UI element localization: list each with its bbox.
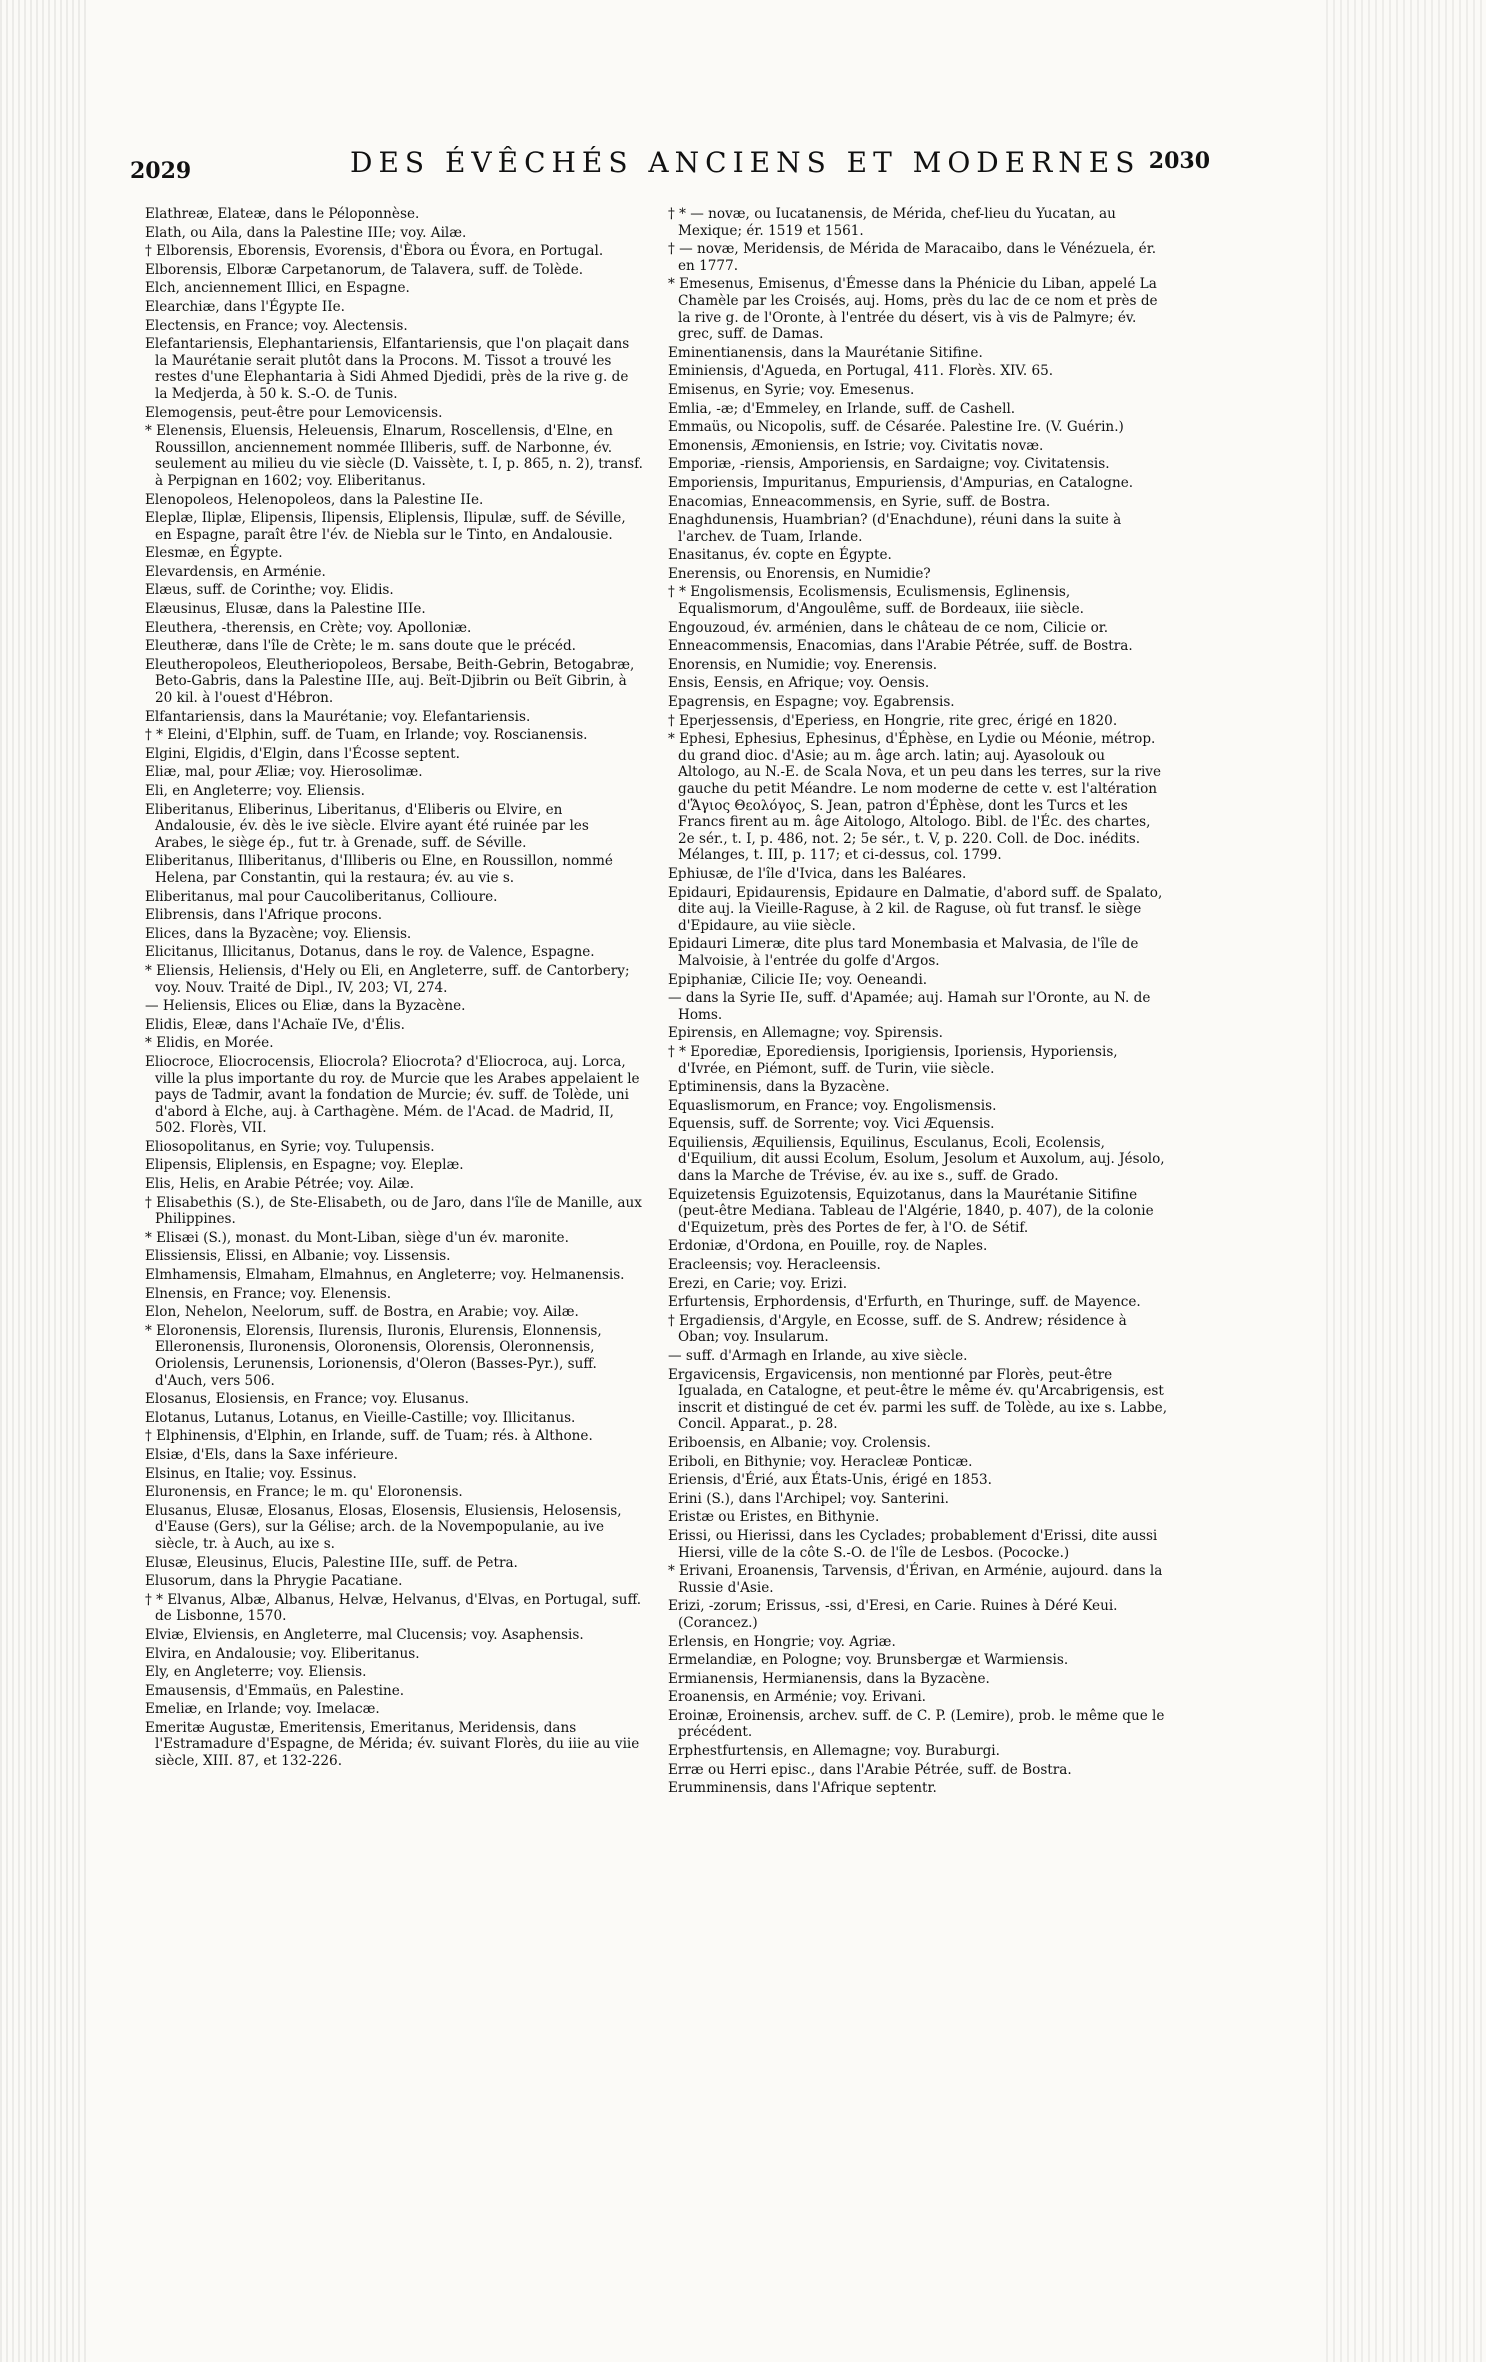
dictionary-entry: † Ergadiensis, d'Argyle, en Ecosse, suff. de S. Andrew; résidence à Oban; voy. Insularum. xyxy=(668,1312,1127,1346)
dictionary-entry: Eliæ, mal, pour Æliæ; voy. Hierosolimæ. xyxy=(145,764,423,781)
dictionary-entry: Elis, Helis, en Arabie Pétrée; voy. Ailæ. xyxy=(145,1176,414,1193)
dictionary-entry: † Elphinensis, d'Elphin, en Irlande, suff. de Tuam; rés. à Althone. xyxy=(145,1428,593,1445)
dictionary-entry: Elath, ou Aila, dans la Palestine IIIe; voy. Ailæ. xyxy=(145,224,467,241)
dictionary-entry: Equaslismorum, en France; voy. Engolismensis. xyxy=(668,1097,997,1114)
dictionary-entry: † Elborensis, Eborensis, Evorensis, d'Èbora ou Évora, en Portugal. xyxy=(145,243,604,260)
dictionary-entry: Ermianensis, Hermianensis, dans la Byzacène. xyxy=(668,1670,990,1687)
dictionary-entry: † Elisabethis (S.), de Ste-Elisabeth, ou de Jaro, dans l'île de Manille, aux Philippines. xyxy=(145,1194,642,1228)
dictionary-entry: Eli, en Angleterre; voy. Eliensis. xyxy=(145,783,365,799)
dictionary-entry: † * Elvanus, Albæ, Albanus, Helvæ, Helvanus, d'Elvas, en Portugal, suff. de Lisbonne, 1570. xyxy=(145,1591,642,1625)
dictionary-entry: Eminiensis, d'Agueda, en Portugal, 411. Florès. XIV. 65. xyxy=(668,363,1054,380)
dictionary-entry: Erphestfurtensis, en Allemagne; voy. Buraburgi. xyxy=(668,1743,1000,1760)
dictionary-entry: Elesmæ, en Égypte. xyxy=(145,545,283,562)
dictionary-entry: Elices, dans la Byzacène; voy. Eliensis. xyxy=(145,925,412,942)
dictionary-entry: Eracleensis; voy. Heracleensis. xyxy=(668,1257,881,1274)
dictionary-entry: Ely, en Angleterre; voy. Eliensis. xyxy=(145,1664,367,1681)
dictionary-entry: † Eperjessensis, d'Eperiess, en Hongrie, rite grec, érigé en 1820. xyxy=(668,712,1118,729)
dictionary-entry: Eleutheræ, dans l'île de Crète; le m. sans doute que le précéd. xyxy=(145,638,576,655)
dictionary-entry: Elmhamensis, Elmaham, Elmahnus, en Angleterre; voy. Helmanensis. xyxy=(145,1267,625,1284)
dictionary-entry: Equiliensis, Æquiliensis, Equilinus, Esculanus, Ecoli, Ecolensis, d'Equilium, dit aussi Ecolum, Esolum, Jesolum et Auxolum, auj. Jésolo, dans la Marche de Trévise, év. au ixe s., suff. de Grado. xyxy=(668,1134,1165,1185)
dictionary-entry: Erdoniæ, d'Ordona, en Pouille, roy. de Naples. xyxy=(668,1238,988,1255)
dictionary-entry: Emisenus, en Syrie; voy. Emesenus. xyxy=(668,381,915,398)
dictionary-entry: Emporiæ, -riensis, Amporiensis, en Sardaigne; voy. Civitatensis. xyxy=(668,456,1110,473)
dictionary-entry: Elsiæ, d'Els, dans la Saxe inférieure. xyxy=(145,1446,399,1463)
dictionary-entry: Ermelandiæ, en Pologne; voy. Brunsbergæ et Warmiensis. xyxy=(668,1652,1069,1669)
dictionary-entry: Elevardensis, en Arménie. xyxy=(145,563,326,580)
dictionary-entry: Epidauri, Epidaurensis, Epidaure en Dalmatie, d'abord suff. de Spalato, dite auj. la Vieille-Raguse, à 2 kil. de Raguse, où fut transf. le siège d'Epidaure, au viie siècle. xyxy=(668,884,1163,934)
dictionary-entry: * Erivani, Eroanensis, Tarvensis, d'Érivan, en Arménie, aujourd. dans la Russie d'Asie. xyxy=(668,1563,1163,1596)
dictionary-entry: Epidauri Limeræ, dite plus tard Monembasia et Malvasia, de l'île de Malvoisie, à l'entrée du golfe d'Argos. xyxy=(668,936,1139,969)
dictionary-entry: Enorensis, en Numidie; voy. Enerensis. xyxy=(668,656,938,673)
dictionary-entry: Epagrensis, en Espagne; voy. Egabrensis. xyxy=(668,694,955,711)
dictionary-entry: Eristæ ou Eristes, en Bithynie. xyxy=(668,1509,880,1526)
dictionary-entry: * Elidis, en Morée. xyxy=(145,1035,274,1052)
dictionary-entry: — Heliensis, Elices ou Eliæ, dans la Byzacène. xyxy=(145,998,466,1015)
page-number-right: 2030 xyxy=(1148,148,1210,174)
dictionary-entry: Elusanus, Elusæ, Elosanus, Elosas, Elosensis, Elusiensis, Helosensis, d'Eause (Gers), sur la Gélise; arch. de la Novempopulanie, au ive siècle, tr. à Auch, au ixe s. xyxy=(145,1502,622,1552)
dictionary-entry: Elefantariensis, Elephantariensis, Elfantariensis, que l'on plaçait dans la Maurétanie serait plutôt dans la Procons. M. Tissot a trouvé les restes d'une Elephantaria à Sidi Ahmed Djedidi, près de la rive g. de la Medjerda, à 50 k. S.-O. de Tunis. xyxy=(145,336,630,402)
dictionary-entry: Equizetensis Eguizotensis, Equizotanus, dans la Maurétanie Sitifine (peut-être Mediana. Tableau de l'Algérie, 1840, p. 407), de la colonie d'Equizetum, près des Portes de fer, à l'O. de Sétif. xyxy=(668,1186,1154,1236)
dictionary-entry: Emporiensis, Impuritanus, Empuriensis, d'Ampurias, en Catalogne. xyxy=(668,474,1134,491)
dictionary-entry: Elæusinus, Elusæ, dans la Palestine IIIe. xyxy=(145,601,426,618)
dictionary-entry: Emausensis, d'Emmaüs, en Palestine. xyxy=(145,1682,405,1699)
dictionary-entry: Elon, Nehelon, Neelorum, suff. de Bostra, en Arabie; voy. Ailæ. xyxy=(145,1304,579,1321)
dictionary-entry: Eriboli, en Bithynie; voy. Heracleæ Ponticæ. xyxy=(668,1453,973,1470)
dictionary-entry: Enasitanus, év. copte en Égypte. xyxy=(668,547,892,564)
dictionary-entry: Erezi, en Carie; voy. Erizi. xyxy=(668,1275,848,1292)
running-header xyxy=(130,146,1210,194)
dictionary-entry: Enerensis, ou Enorensis, en Numidie? xyxy=(668,565,931,582)
dictionary-entry: Eliosopolitanus, en Syrie; voy. Tulupensis. xyxy=(145,1138,435,1155)
dictionary-entry: Elusorum, dans la Phrygie Pacatiane. xyxy=(145,1573,403,1590)
dictionary-entry: Emeritæ Augustæ, Emeritensis, Emeritanus, Meridensis, dans l'Estramadure d'Espagne, de Mérida; év. suivant Florès, du iiie au viie siècle, XIII. 87, et 132-226. xyxy=(145,1719,640,1770)
dictionary-entry: † * — novæ, ou Iucatanensis, de Mérida, chef-lieu du Yucatan, au Mexique; ér. 1519 et 1561. xyxy=(668,206,1116,239)
dictionary-entry: † — novæ, Meridensis, de Mérida de Maracaibo, dans le Vénézuela, ér. en 1777. xyxy=(668,241,1157,274)
dictionary-entry: Elsinus, en Italie; voy. Essinus. xyxy=(145,1465,357,1482)
dictionary-entry: Eliberitanus, Eliberinus, Liberitanus, d'Eliberis ou Elvire, en Andalousie, év. dès le ive siècle. Elvire ayant été ruinée par les Arabes, le siège ép., fut tr. à Grenade, suff. de Séville. xyxy=(145,801,589,851)
dictionary-entry: Eptiminensis, dans la Byzacène. xyxy=(668,1079,890,1096)
dictionary-entry: Elviæ, Elviensis, en Angleterre, mal Clucensis; voy. Asaphensis. xyxy=(145,1626,584,1643)
dictionary-entry: Elvira, en Andalousie; voy. Eliberitanus. xyxy=(145,1645,420,1662)
dictionary-entry: Erissi, ou Hierissi, dans les Cyclades; probablement d'Erissi, dite aussi Hiersi, ville de la côte S.-O. de l'île de Lesbos. (Pococke.) xyxy=(668,1527,1158,1561)
dictionary-entry: * Emesenus, Emisenus, d'Émesse dans la Phénicie du Liban, appelé La Chamèle par les Croisés, auj. Homs, près du lac de ce nom et près de la rive g. de l'Oronte, à l'entrée du désert, vis à vis de Palmyre; év. grec, suff. de Damas. xyxy=(668,276,1158,343)
dictionary-entry: * Eliensis, Heliensis, d'Hely ou Eli, en Angleterre, suff. de Cantorbery; voy. Nouv. Traité de Dipl., IV, 203; VI, 274. xyxy=(145,962,630,996)
dictionary-entry: Equensis, suff. de Sorrente; voy. Vici Æquensis. xyxy=(668,1116,995,1133)
dictionary-entry: Epiphaniæ, Cilicie IIe; voy. Oeneandi. xyxy=(668,971,928,988)
dictionary-entry: Erfurtensis, Erphordensis, d'Erfurth, en Thuringe, suff. de Mayence. xyxy=(668,1294,1141,1311)
dictionary-entry: Epirensis, en Allemagne; voy. Spirensis. xyxy=(668,1025,943,1042)
dictionary-entry: — dans la Syrie IIe, suff. d'Apamée; auj. Hamah sur l'Oronte, au N. de Homs. xyxy=(668,990,1151,1023)
dictionary-entry: Erini (S.), dans l'Archipel; voy. Santerini. xyxy=(668,1490,949,1507)
dictionary-entry: Elidis, Eleæ, dans l'Achaïe IVe, d'Élis. xyxy=(145,1016,405,1033)
dictionary-entry: Elosanus, Elosiensis, en France; voy. Elusanus. xyxy=(145,1391,469,1408)
dictionary-entry: Elgini, Elgidis, d'Elgin, dans l'Écosse septent. xyxy=(145,745,460,762)
dictionary-entry: Eliberitanus, Illiberitanus, d'Illiberis ou Elne, en Roussillon, nommé Helena, par Constantin, qui la restaura; év. au vie s. xyxy=(145,853,613,886)
dictionary-entry: Elipensis, Eliplensis, en Espagne; voy. Eleplæ. xyxy=(145,1157,464,1174)
dictionary-entry: Enacomias, Enneacommensis, en Syrie, suff. de Bostra. xyxy=(668,493,1051,510)
dictionary-entry: † * Eleini, d'Elphin, suff. de Tuam, en Irlande; voy. Roscianensis. xyxy=(145,727,588,744)
dictionary-entry: Ensis, Eensis, en Afrique; voy. Oensis. xyxy=(668,675,930,692)
dictionary-entry: Elearchiæ, dans l'Égypte IIe. xyxy=(145,298,345,315)
dictionary-entry: Elissiensis, Elissi, en Albanie; voy. Lissensis. xyxy=(145,1248,451,1265)
dictionary-entry: * Elisæi (S.), monast. du Mont-Liban, siège d'un év. maronite. xyxy=(145,1229,569,1246)
dictionary-entry: Elotanus, Lutanus, Lotanus, en Vieille-Castille; voy. Illicitanus. xyxy=(145,1409,576,1426)
page-number-left: 2029 xyxy=(130,158,192,184)
dictionary-entry: Eluronensis, en France; le m. qu' Eloronensis. xyxy=(145,1484,463,1501)
dictionary-entry: Eriensis, d'Érié, aux États-Unis, érigé en 1853. xyxy=(668,1472,992,1489)
dictionary-entry: Elusæ, Eleusinus, Elucis, Palestine IIIe, suff. de Petra. xyxy=(145,1554,518,1571)
dictionary-entry: Electensis, en France; voy. Alectensis. xyxy=(145,317,408,334)
running-title: DES ÉVÊCHÉS ANCIENS ET MODERNES xyxy=(350,146,1141,179)
dictionary-entry: Eroinæ, Eroinensis, archev. suff. de C. P. (Lemire), prob. le même que le précédent. xyxy=(668,1707,1165,1741)
scan-edge-left xyxy=(0,0,90,2362)
dictionary-entry: Eliberitanus, mal pour Caucoliberitanus, Collioure. xyxy=(145,888,498,905)
dictionary-entry: Elemogensis, peut-être pour Lemovicensis. xyxy=(145,404,443,421)
dictionary-entry: † * Engolismensis, Ecolismensis, Eculismensis, Eglinensis, Equalismorum, d'Angoulême, suff. de Bordeaux, iiie siècle. xyxy=(668,584,1084,618)
dictionary-entry: Elicitanus, Illicitanus, Dotanus, dans le roy. de Valence, Espagne. xyxy=(145,944,595,961)
dictionary-entry: Elnensis, en France; voy. Elenensis. xyxy=(145,1285,392,1302)
dictionary-entry: Elch, anciennement Illici, en Espagne. xyxy=(145,280,410,297)
dictionary-entry: Emonensis, Æmoniensis, en Istrie; voy. Civitatis novæ. xyxy=(668,437,1044,454)
scan-edge-right xyxy=(1326,0,1486,2362)
dictionary-entry: Elenopoleos, Helenopoleos, dans la Palestine IIe. xyxy=(145,491,484,508)
dictionary-entry: — suff. d'Armagh en Irlande, au xive siècle. xyxy=(668,1348,968,1364)
dictionary-entry: Eleplæ, Iliplæ, Elipensis, Ilipensis, Eliplensis, Ilipulæ, suff. de Séville, en Espagne, paraît être l'év. de Niebla sur le Tinto, en Andalousie. xyxy=(145,510,626,543)
dictionary-entry: Elborensis, Elboræ Carpetanorum, de Talavera, suff. de Tolède. xyxy=(145,261,584,278)
dictionary-entry: Engouzoud, év. arménien, dans le château de ce nom, Cilicie or. xyxy=(668,619,1109,636)
dictionary-entry: Erumminensis, dans l'Afrique septentr. xyxy=(668,1780,937,1797)
dictionary-entry: Eminentianensis, dans la Maurétanie Sitifine. xyxy=(668,344,983,361)
dictionary-entry: Emlia, -æ; d'Emmeley, en Irlande, suff. de Cashell. xyxy=(668,400,1016,417)
dictionary-entry: Eriboensis, en Albanie; voy. Crolensis. xyxy=(668,1434,931,1451)
dictionary-entry: Emeliæ, en Irlande; voy. Imelacæ. xyxy=(145,1701,380,1718)
dictionary-entry: Eleutheropoleos, Eleutheriopoleos, Bersabe, Beith-Gebrin, Betogabræ, Beto-Gabris, dans la Palestine IIIe, auj. Beït-Djibrin ou Beït Gibrin, à 20 kil. à l'ouest d'Hébron. xyxy=(145,656,635,707)
dictionary-entry: Elæus, suff. de Corinthe; voy. Elidis. xyxy=(145,582,394,599)
dictionary-entry: Ergavicensis, Ergavicensis, non mentionné par Florès, peut-être Igualada, en Catalogne, et peut-être le même év. qu'Arcabrigensis, est inscrit et distingué de cet év. parmi les suff. de Tolède, au ixe s. Labbe, Concil. Apparat., p. 28. xyxy=(668,1366,1168,1433)
dictionary-entry: Elfantariensis, dans la Maurétanie; voy. Elefantariensis. xyxy=(145,708,531,725)
dictionary-entry: Emmaüs, ou Nicopolis, suff. de Césarée. Palestine Ire. (V. Guérin.) xyxy=(668,419,1124,436)
dictionary-entry: Enneacommensis, Enacomias, dans l'Arabie Pétrée, suff. de Bostra. xyxy=(668,638,1133,655)
dictionary-entry: Ephiusæ, de l'île d'Ivica, dans les Baléares. xyxy=(668,865,967,882)
dictionary-entry: Enaghdunensis, Huambrian? (d'Enachdune), réuni dans la suite à l'archev. de Tuam, Irlande. xyxy=(668,512,1122,545)
dictionary-entry: Erizi, -zorum; Erissus, -ssi, d'Eresi, en Carie. Ruines à Déré Keui. (Corancez.) xyxy=(668,1598,1118,1631)
dictionary-entry: Elathreæ, Elateæ, dans le Péloponnèse. xyxy=(145,206,420,222)
dictionary-entry: Elibrensis, dans l'Afrique procons. xyxy=(145,907,383,924)
dictionary-entry: * Eloronensis, Elorensis, Ilurensis, Iluronis, Elurensis, Elonnensis, Elleronensis, Iluronensis, Oloronensis, Olorensis, Oleronnensis, Oriolensis, Lerunensis, Lorionensis, d'Oleron (Basses-Pyr.), suff. d'Auch, vers 506. xyxy=(145,1322,602,1389)
dictionary-entry: * Elenensis, Eluensis, Heleuensis, Elnarum, Roscellensis, d'Elne, en Roussillon, anciennement nommée Illiberis, suff. de Narbonne, év. seulement au milieu du vie siècle (D. Vaissète, t. I, p. 865, n. 2), transf. à Perpignan en 1602; voy. Eliberitanus. xyxy=(145,423,643,489)
dictionary-entry: Erræ ou Herri episc., dans l'Arabie Pétrée, suff. de Bostra. xyxy=(668,1761,1072,1778)
dictionary-entry: Erlensis, en Hongrie; voy. Agriæ. xyxy=(668,1633,896,1650)
dictionary-entry: Eleuthera, -therensis, en Crète; voy. Apolloniæ. xyxy=(145,619,472,636)
left-column xyxy=(145,206,645,1772)
right-column xyxy=(668,206,1168,1799)
dictionary-entry: Eliocroce, Eliocrocensis, Eliocrola? Eliocrota? d'Eliocroca, auj. Lorca, ville la plus importante du roy. de Murcie que les Arabes appelaient le pays de Tadmir, avant la fondation de Murcie; év. suff. de Tolède, uni d'abord à Elche, auj. à Carthagène. Mém. de l'Acad. de Madrid, II, 502. Florès, VII. xyxy=(145,1053,640,1137)
dictionary-entry: * Ephesi, Ephesius, Ephesinus, d'Éphèse, en Lydie ou Méonie, métrop. du grand dioc. d'Asie; au m. âge arch. latin; auj. Ayasolouk ou Altologo, au N.-E. de Scala Nova, et un peu dans les terres, sur la rive gauche du petit Méandre. Le nom moderne de cette v. est l'altération d'Ἅγιος Θεολόγος, S. Jean, patron d'Éphèse, dont les Turcs et les Francs firent au m. âge Aitologo, Altologo. Bibl. de l'Éc. des chartes, 2e sér., t. I, p. 486, not. 2; 5e sér., t. V, p. 220. Coll. de Doc. inédits. Mélanges, t. III, p. 117; et ci-dessus, col. 1799. xyxy=(668,731,1162,864)
dictionary-entry: Eroanensis, en Arménie; voy. Erivani. xyxy=(668,1689,926,1706)
dictionary-entry: † * Eporediæ, Eporediensis, Iporigiensis, Iporiensis, Hyporiensis, d'Ivrée, en Piémont, suff. de Turin, viie siècle. xyxy=(668,1043,1118,1077)
